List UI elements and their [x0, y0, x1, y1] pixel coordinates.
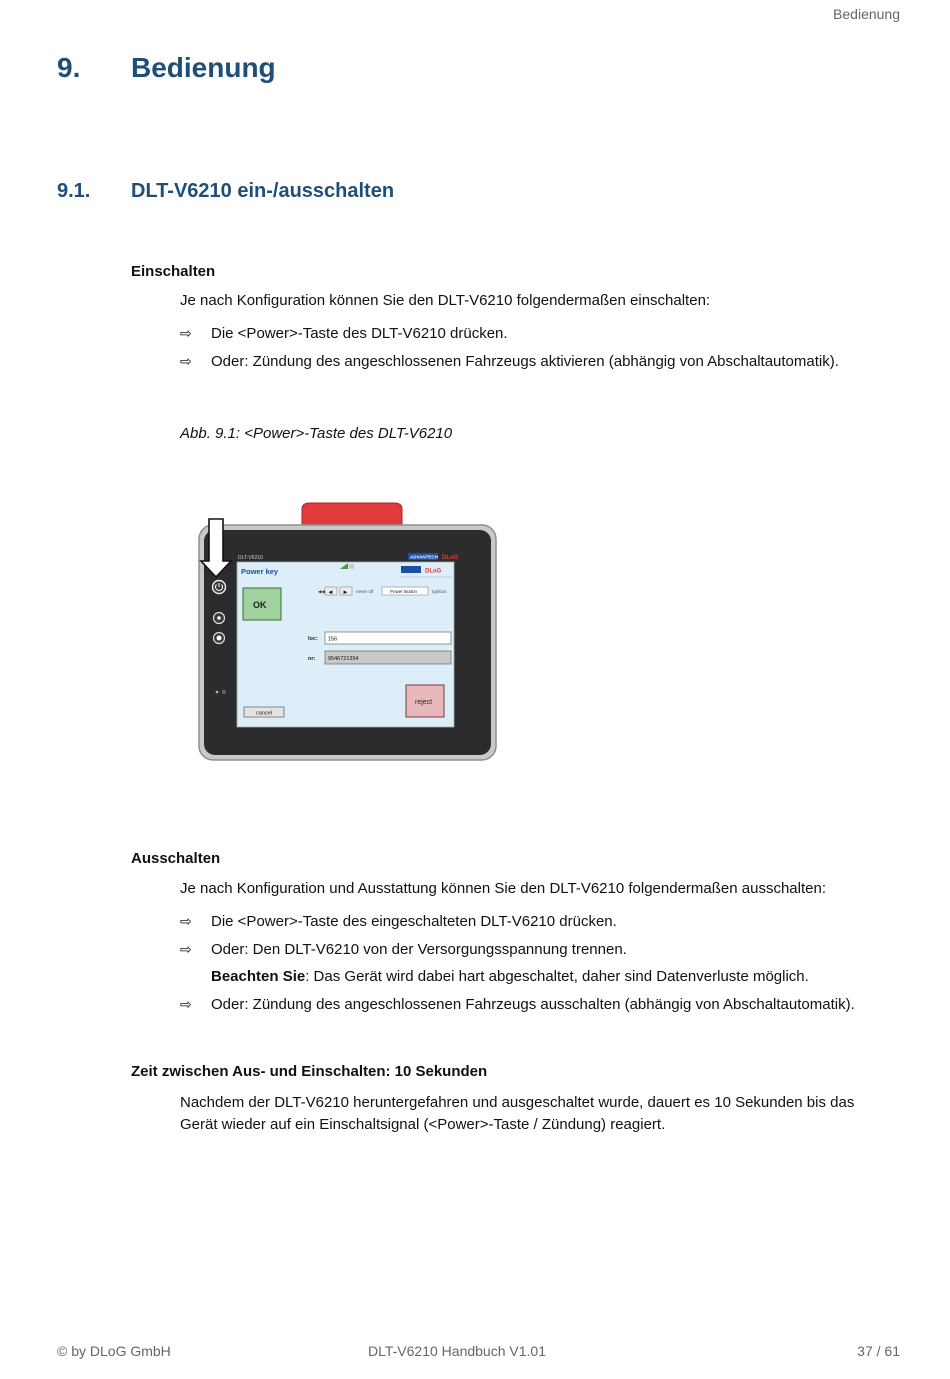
device-figure — [190, 495, 510, 770]
section-number: 9.1. — [57, 180, 91, 202]
arrow-right-outline-icon: ⇨ — [180, 325, 192, 341]
ausschalten-intro: Je nach Konfiguration und Ausstattung können Sie den DLT-V6210 folgendermaßen ausschalten: — [180, 880, 826, 897]
cancel-label: cancel — [256, 710, 272, 717]
einschalten-heading: Einschalten — [131, 263, 216, 280]
list-item-text: Oder: Zündung des angeschlossenen Fahrzeugs aktivieren (abhängig von Abschaltautomatik). — [211, 353, 839, 370]
ok-label: OK — [253, 600, 267, 610]
list-item — [180, 353, 839, 370]
list-item-text: Oder: Den DLT-V6210 von der Versorgungsspannung trennen. — [211, 941, 627, 958]
status-led — [216, 691, 219, 694]
zeit-heading: Zeit zwischen Aus- und Einschalten: 10 Sekunden — [131, 1063, 488, 1080]
prev-icon: ◀ — [328, 589, 333, 596]
ausschalten-heading: Ausschalten — [131, 850, 221, 867]
screen-title: Power key — [241, 567, 279, 576]
loc-value: 156 — [328, 636, 338, 643]
nav-left-icon: ◀◀ — [318, 589, 325, 594]
list-item-text: Oder: Zündung des angeschlossenen Fahrzeugs ausschalten (abhängig von Abschaltautomatik). — [211, 996, 855, 1013]
list-item-text: Die <Power>-Taste des DLT-V6210 drücken. — [211, 325, 508, 342]
arrow-right-outline-icon: ⇨ — [180, 353, 192, 369]
function-icon — [217, 636, 222, 641]
screen-advantech-logo — [401, 566, 421, 573]
running-header: Bedienung — [833, 6, 900, 22]
loc-field[interactable] — [325, 632, 451, 644]
list-item — [180, 941, 627, 958]
reject-label: reject — [415, 699, 433, 706]
warning-note — [211, 968, 809, 985]
screen-dlog-logo: DLoG — [425, 568, 442, 575]
nr-label: nr: — [308, 656, 316, 662]
power-button-option-label: Power Button — [390, 589, 418, 594]
warning-note-label: Beachten Sie — [211, 968, 306, 985]
dlog-logo: DLoG — [442, 555, 459, 561]
nr-value: 9546721354 — [328, 656, 359, 662]
advantech-logo-text: ADVANTECH — [410, 554, 438, 560]
loc-label: loc: — [308, 636, 318, 642]
arrow-right-outline-icon: ⇨ — [180, 996, 192, 1012]
chapter-title: Bedienung — [131, 52, 276, 83]
einschalten-intro: Je nach Konfiguration können Sie den DLT-V6210 folgendermaßen einschalten: — [180, 292, 711, 309]
device-top-handle — [302, 503, 402, 525]
list-item — [180, 325, 508, 342]
arrow-right-outline-icon: ⇨ — [180, 913, 192, 929]
warning-note-text: : Das Gerät wird dabei hart abgeschaltet, daher sind Datenverluste möglich. — [305, 968, 809, 985]
footer-copyright: © by DLoG GmbH — [57, 1343, 171, 1359]
footer-manual-title: DLT-V6210 Handbuch V1.01 — [368, 1343, 546, 1359]
device-model-label: DLT-V6210 — [238, 555, 263, 561]
list-item — [180, 913, 617, 930]
zeit-text-line-2: Gerät wieder auf ein Einschaltsignal (<Power>-Taste / Zündung) reagiert. — [180, 1116, 666, 1133]
battery-icon — [349, 564, 354, 569]
zeit-text-line-1: Nachdem der DLT-V6210 heruntergefahren und ausgeschaltet wurde, dauert es 10 Sekunden bis das — [180, 1094, 855, 1111]
chapter-number: 9. — [57, 52, 81, 83]
section-title: DLT-V6210 ein-/ausschalten — [131, 180, 395, 202]
figure-caption: Abb. 9.1: <Power>-Taste des DLT-V6210 — [180, 425, 453, 442]
brightness-icon — [217, 616, 221, 620]
list-item — [180, 996, 855, 1013]
list-item-text: Die <Power>-Taste des eingeschalteten DLT-V6210 drücken. — [211, 913, 617, 930]
arrow-right-outline-icon: ⇨ — [180, 941, 192, 957]
next-icon: ▶ — [343, 589, 348, 596]
footer-page-number: 37 / 61 — [857, 1343, 900, 1359]
never-off-option[interactable]: never off — [356, 589, 374, 594]
ignition-option[interactable]: Ignition — [432, 589, 447, 594]
